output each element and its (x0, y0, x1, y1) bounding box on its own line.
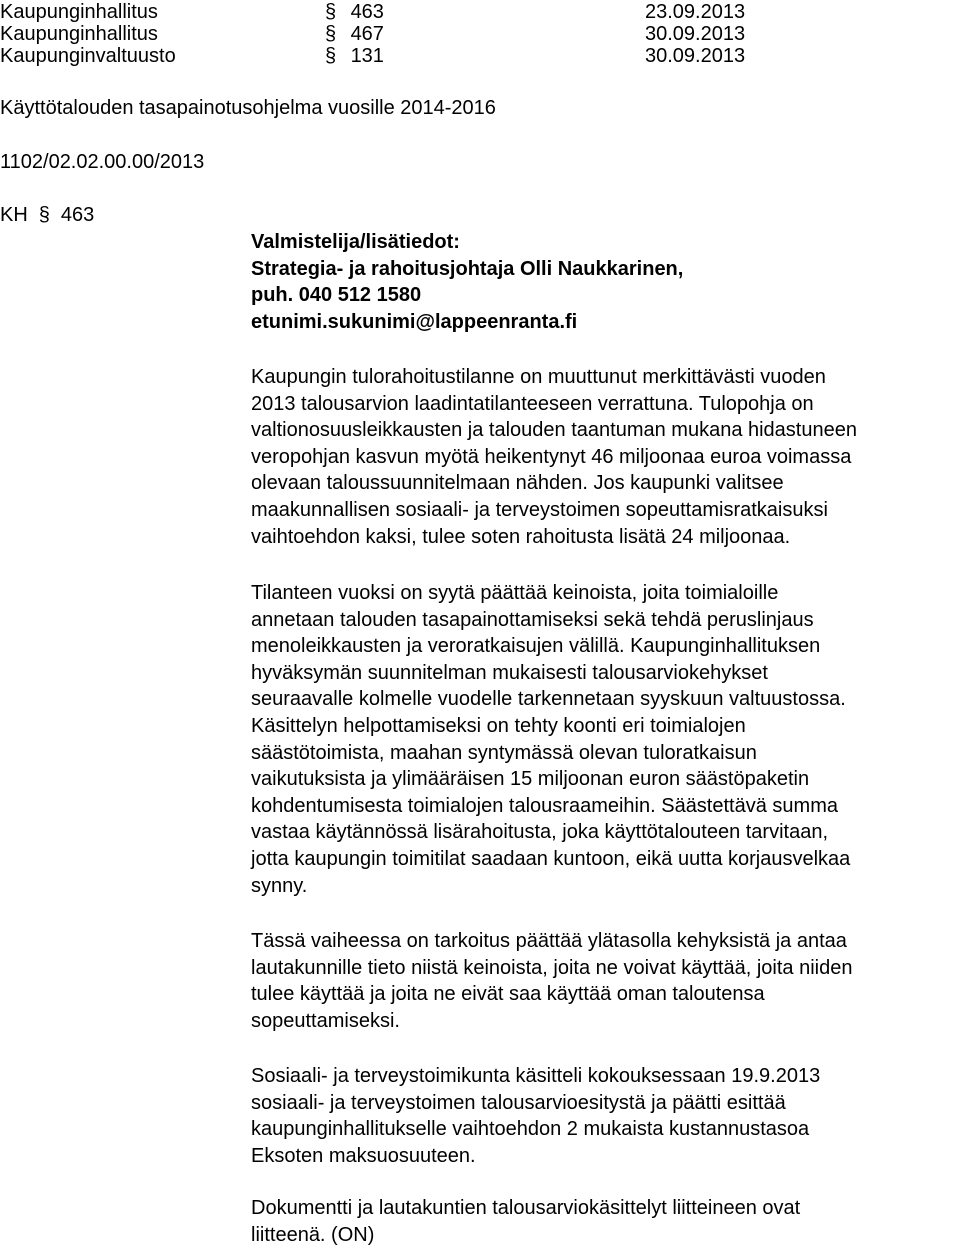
text-line: Käsittelyn helpottamiseksi on tehty koonti eri toimialojen (251, 714, 746, 737)
section-symbol: § (38, 204, 50, 226)
kh-section-marker (0, 203, 94, 227)
meeting-date: 30.09.2013 (645, 45, 746, 67)
preparer-email: etunimi.sukunimi@lappeenranta.fi (251, 310, 578, 333)
text-line: hyväksymän suunnitelman mukaisesti talousarviokehykset (251, 661, 768, 684)
text-line: Dokumentti ja lautakuntien talousarviokäsittelyt liitteineen ovat (251, 1197, 801, 1219)
section-symbol: § (325, 45, 337, 67)
text-line: maakunnallisen sosiaali- ja terveystoimen sopeuttamisratkaisuksi (251, 498, 828, 521)
text-line: 2013 talousarvion laadintatilanteeseen verrattuna. Tulopohja on (251, 392, 814, 415)
header-row (0, 44, 960, 68)
text-line: tulee käyttää ja joita ne eivät saa käyttää oman taloutensa (251, 983, 765, 1006)
paragraph-5 (251, 1195, 956, 1248)
paragraph-1 (251, 364, 956, 550)
section-symbol: § (325, 1, 337, 23)
text-line: vaikutuksista ja ylimääräisen 15 miljoonan euron säästöpaketin (251, 768, 810, 791)
kh-number: 463 (60, 204, 95, 226)
text-line: Tässä vaiheessa on tarkoitus päättää ylätasolla kehyksistä ja antaa (251, 930, 847, 952)
text-line: annetaan talouden tasapainottamiseksi sekä tehdä peruslinjaus (251, 608, 814, 631)
text-line: synny. (251, 874, 308, 897)
text-line: vaihtoehdon kaksi, tulee soten rahoitusta lisätä 24 miljoonaa. (251, 525, 791, 548)
text-line: valtionosuusleikkausten ja talouden taantuman mukana hidastuneen (251, 419, 857, 442)
text-line: sopeuttamiseksi. (251, 1009, 400, 1032)
kh-label: KH (0, 204, 28, 226)
text-line: jotta kaupungin toimitilat saadaan kuntoon, eikä uutta korjausvelkaa (251, 847, 851, 870)
preparer-name: Strategia- ja rahoitusjohtaja Olli Naukkarinen, (251, 257, 684, 280)
section-number-value: 463 (350, 1, 384, 23)
paragraph-2 (251, 580, 956, 899)
text-line: vastaa käytännössä lisärahoitusta, joka käyttötalouteen tarvitaan, (251, 821, 829, 844)
meeting-body: Kaupunginhallitus (0, 1, 158, 23)
text-line: liitteenä. (ON) (251, 1223, 375, 1246)
text-line: sosiaali- ja terveystoimen talousarvioesitystä ja päätti esittää (251, 1091, 786, 1114)
text-line: olevaan taloussuunnitelmaan nähden. Jos kaupunki valitsee (251, 472, 784, 495)
document-title: Käyttötalouden tasapainotusohjelma vuosille 2014-2016 (0, 97, 496, 119)
text-line: veropohjan kasvun myötä heikentynyt 46 miljoonaa euroa voimassa (251, 445, 852, 468)
text-line: seuraavalle kolmelle vuodelle tarkennetaan syyskuun valtuustossa. (251, 688, 846, 711)
header-row (0, 22, 960, 46)
text-line: Sosiaali- ja terveystoimikunta käsitteli kokouksessaan 19.9.2013 (251, 1065, 821, 1087)
header-row (0, 0, 960, 24)
preparer-heading: Valmistelija/lisätiedot: (251, 231, 460, 253)
text-line: kohdentumisesta toimialojen talousraameihin. Säästettävä summa (251, 794, 838, 817)
text-line: säästötoimista, maahan syntymässä olevan tuloratkaisun (251, 741, 757, 764)
section-number-value: 131 (350, 45, 384, 67)
meeting-date: 30.09.2013 (645, 23, 746, 45)
text-line: menoleikkausten ja veroratkaisujen välillä. Kaupunginhallituksen (251, 635, 821, 658)
paragraph-4 (251, 1063, 956, 1169)
meeting-body: Kaupunginhallitus (0, 23, 158, 45)
reference-number: 1102/02.02.00.00/2013 (0, 151, 205, 173)
meeting-body: Kaupunginvaltuusto (0, 45, 176, 67)
text-line: Eksoten maksuosuuteen. (251, 1144, 476, 1167)
meeting-date: 23.09.2013 (645, 1, 746, 23)
text-line: Tilanteen vuoksi on syytä päättää keinoista, joita toimialoille (251, 582, 779, 604)
text-line: kaupunginhallitukselle vaihtoehdon 2 mukaista kustannustasoa (251, 1118, 810, 1141)
paragraph-3 (251, 928, 956, 1034)
section-number (325, 44, 384, 68)
section-number (325, 0, 384, 24)
preparer-info (251, 229, 683, 335)
text-line: Kaupungin tulorahoitustilanne on muuttunut merkittävästi vuoden (251, 366, 826, 388)
text-line: lautakunnille tieto niistä keinoista, joita ne voivat käyttää, joita niiden (251, 956, 853, 979)
section-number-value: 467 (350, 23, 384, 45)
preparer-phone: puh. 040 512 1580 (251, 284, 422, 306)
section-number (325, 22, 384, 46)
section-symbol: § (325, 23, 337, 45)
